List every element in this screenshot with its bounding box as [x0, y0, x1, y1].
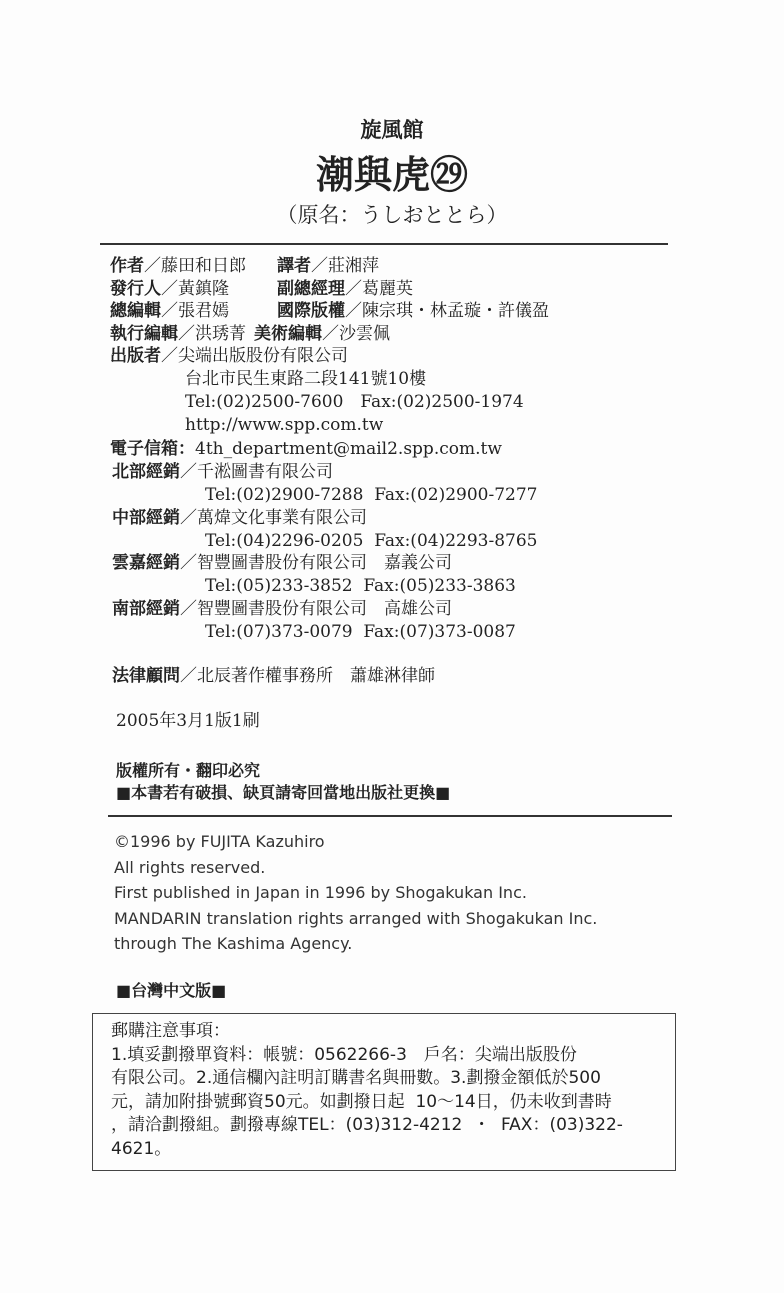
distributor-label: 南部經銷 — [112, 598, 180, 619]
distributor-row — [112, 555, 452, 572]
distributor-tel: Tel:(02)2900-7288 Fax:(02)2900-7277 — [205, 485, 538, 505]
mail-order-line: ，請洽劃撥組。劃撥專線TEL：(03)312-4212 ・ FAX：(03)322- — [111, 1115, 623, 1135]
distributor-name: ／千淞圖書有限公司 — [180, 462, 333, 482]
distributor-label: 雲嘉經銷 — [112, 553, 180, 573]
book-title: 潮與虎㉙ — [315, 153, 468, 197]
credit-name: ／莊湘萍 — [311, 256, 379, 276]
credit-role: 副總經理 — [277, 278, 345, 299]
distributor-row — [112, 464, 333, 481]
credit-role: 執行編輯 — [110, 323, 178, 344]
mail-order-line: 元，請加附掛號郵資50元。如劃撥日起 10～14日，仍未收到書時 — [111, 1091, 612, 1112]
credit-name: ／洪琇菁 — [178, 323, 246, 344]
publisher-line — [110, 348, 348, 365]
credit-name: ／張君嫣 — [161, 301, 229, 321]
mail-order-line: 1.填妥劃撥單資料：帳號：0562266-3 戶名：尖端出版股份 — [111, 1044, 577, 1065]
credit-role: 美術編輯 — [254, 323, 322, 344]
publisher-url[interactable]: http://www.spp.com.tw — [185, 415, 384, 435]
rights-reserved: 版權所有・翻印必究 — [116, 761, 261, 780]
mail-order-line: 4621。 — [111, 1138, 172, 1159]
distributor-tel: Tel:(07)373-0079 Fax:(07)373-0087 — [205, 621, 516, 642]
distributor-row — [112, 507, 367, 528]
publisher-label: 出版者 — [110, 346, 161, 366]
credit-row — [110, 278, 229, 299]
distributor-name: ／智豐圖書股份有限公司 嘉義公司 — [180, 553, 452, 573]
credit-role: 作者 — [110, 256, 144, 276]
email-label: 電子信箱： — [110, 439, 195, 459]
distributor-label: 中部經銷 — [112, 507, 180, 528]
credit-row — [110, 323, 246, 344]
credit-row — [277, 258, 379, 275]
distributor-row — [112, 598, 452, 619]
email-line — [110, 441, 502, 458]
english-line: First published in Japan in 1996 by Shogakukan Inc. — [114, 883, 527, 902]
english-line: ©1996 by FUJITA Kazuhiro — [114, 832, 325, 851]
publisher-tel: Tel:(02)2500-7600 Fax:(02)2500-1974 — [185, 392, 524, 412]
distributor-tel: Tel:(05)233-3852 Fax:(05)233-3863 — [205, 576, 516, 596]
replacement-notice: ■本書若有破損、缺頁請寄回當地出版社更換■ — [116, 783, 451, 802]
credit-name: ／葛麗英 — [345, 278, 413, 299]
series-name: 旋風館 — [360, 118, 424, 142]
distributor-name: ／智豐圖書股份有限公司 高雄公司 — [180, 598, 452, 619]
distributor-tel: Tel:(04)2296-0205 Fax:(04)2293-8765 — [205, 530, 538, 551]
distributor-name: ／萬煒文化事業有限公司 — [180, 507, 367, 528]
original-title: （原名：うしおととら） — [276, 203, 508, 227]
distributor-label: 北部經銷 — [112, 462, 180, 482]
credit-role: 國際版權 — [277, 301, 345, 321]
mail-order-line: 有限公司。2.通信欄內註明訂購書名與冊數。3.劃撥金額低於500 — [111, 1068, 601, 1088]
credit-row — [277, 303, 549, 320]
publisher-address: 台北市民生東路二段141號10樓 — [185, 369, 427, 389]
credit-row — [110, 258, 246, 275]
english-line: MANDARIN translation rights arranged with Shogakukan Inc. — [114, 908, 598, 928]
edition-tag: ■台灣中文版■ — [116, 981, 227, 1000]
divider — [108, 815, 672, 817]
credit-row — [110, 303, 229, 320]
email-value[interactable]: 4th_department@mail2.spp.com.tw — [195, 439, 502, 459]
credit-name: ／陳宗琪・林孟璇・許儀盈 — [345, 301, 549, 321]
publisher-name: ／尖端出版股份有限公司 — [161, 346, 348, 366]
english-line: through The Kashima Agency. — [114, 934, 353, 953]
credit-name: ／藤田和日郎 — [144, 256, 246, 276]
credit-role: 總編輯 — [110, 301, 161, 321]
mail-order-box — [92, 1013, 676, 1171]
divider — [100, 243, 668, 245]
credit-row — [254, 323, 390, 344]
mail-order-line: 郵購注意事項： — [111, 1021, 230, 1041]
legal-label: 法律顧問 — [112, 666, 180, 686]
legal-value: ／北辰著作權事務所 蕭雄淋律師 — [180, 666, 435, 686]
credit-name: ／沙雲佩 — [322, 323, 390, 344]
credit-name: ／黃鎮隆 — [161, 278, 229, 299]
credit-role: 發行人 — [110, 278, 161, 299]
english-line: All rights reserved. — [114, 857, 266, 877]
credit-role: 譯者 — [277, 256, 311, 276]
edition-date: 2005年3月1版1刷 — [116, 711, 260, 731]
credit-row — [277, 278, 413, 299]
legal-line — [112, 668, 435, 685]
